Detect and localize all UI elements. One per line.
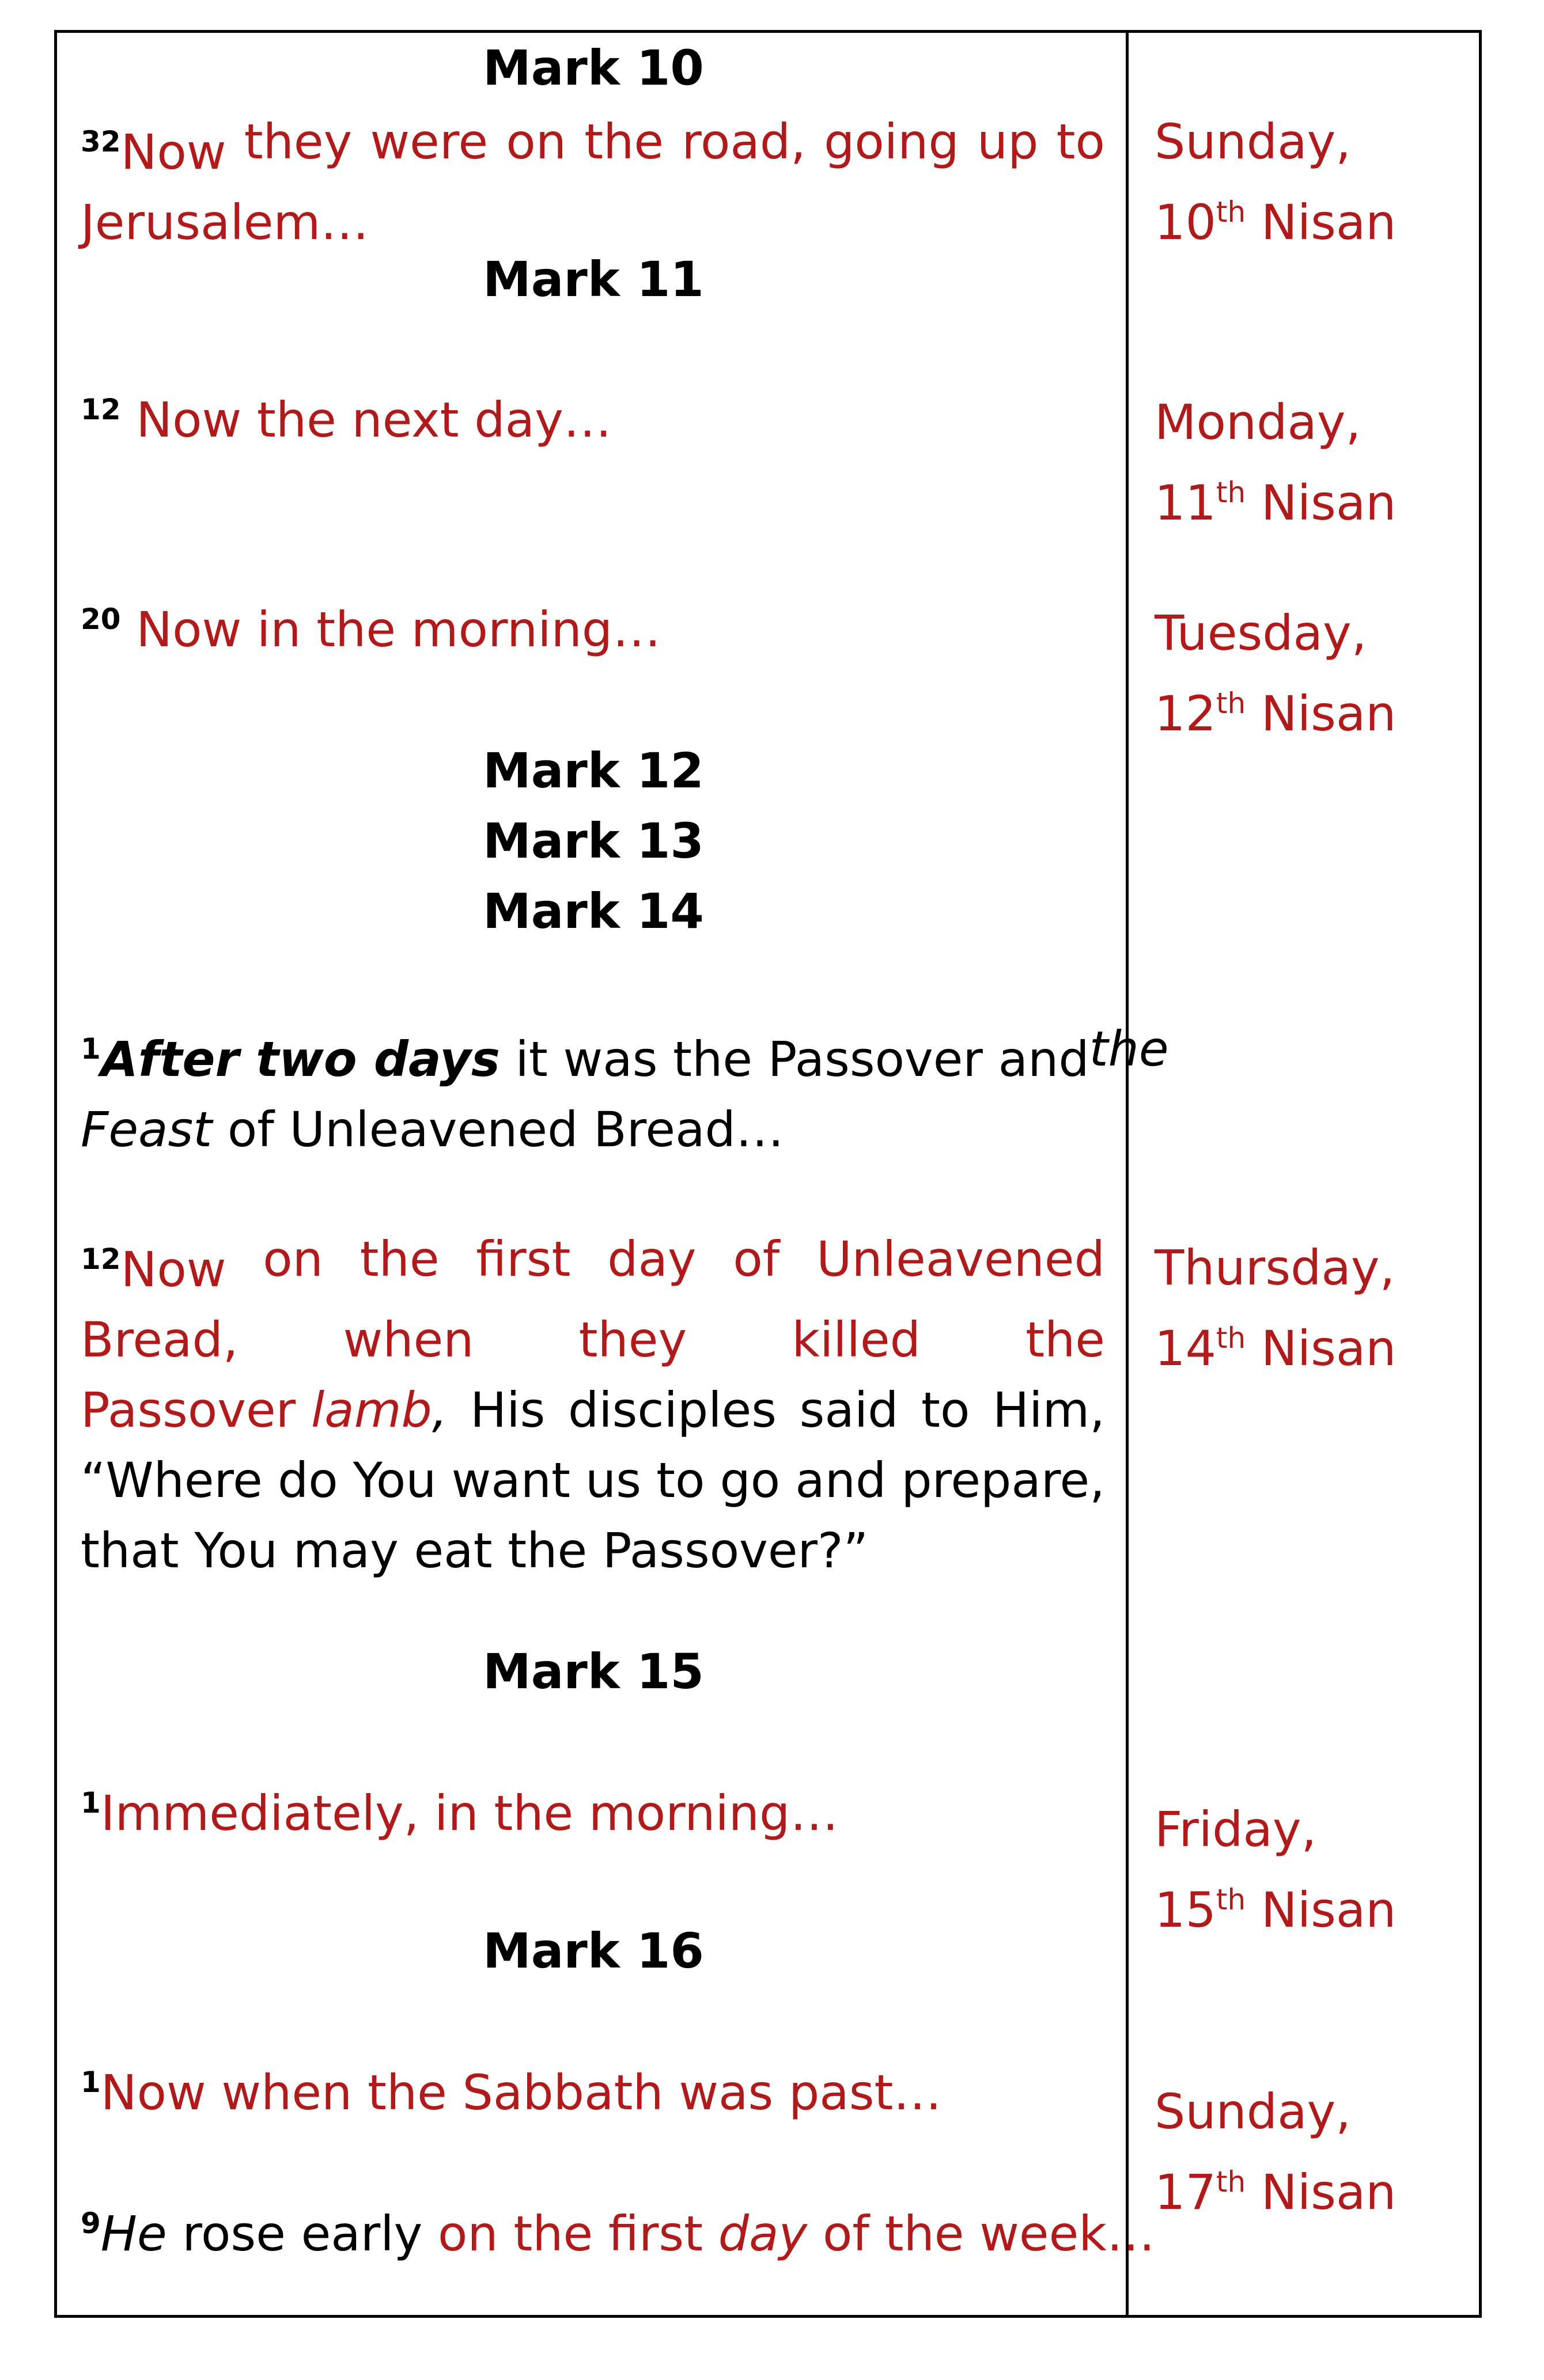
verse-line: $^{32}$Now they were on the road, going up to bbox=[81, 113, 1105, 180]
date-sunday-10-nisan: Sunday, 10th Nisan bbox=[1155, 113, 1397, 251]
verse-mark16-1: $^1$Now when the Sabbath was past… bbox=[81, 2064, 942, 2121]
heading-mark-11: Mark 11 bbox=[483, 251, 704, 308]
verse-line: that You may eat the Passover?” bbox=[81, 1522, 869, 1579]
verse-line: $^1$After two days it was the Passover and the bbox=[81, 1021, 1169, 1087]
verse-line: Feast of Unleavened Bread… bbox=[81, 1101, 784, 1158]
verse-line: Passover lamb, His disciples said to Him, bbox=[81, 1382, 1105, 1438]
heading-mark-16: Mark 16 bbox=[483, 1923, 704, 1979]
verse-mark16-9: $^9$He rose early on the first day of the week… bbox=[81, 2205, 1155, 2262]
verse-line: Jerusalem… bbox=[81, 194, 369, 251]
date-sunday-17-nisan: Sunday, 17th Nisan bbox=[1155, 2083, 1397, 2220]
heading-mark-14: Mark 14 bbox=[483, 883, 704, 939]
heading-mark-15: Mark 15 bbox=[483, 1643, 704, 1700]
verse-mark14-1 bbox=[81, 1014, 1169, 1165]
date-thursday-14-nisan: Thursday, 14th Nisan bbox=[1155, 1240, 1397, 1377]
verse-line: $^{12}$Now on the first day of Unleavened bbox=[81, 1231, 1105, 1298]
column-divider bbox=[1126, 30, 1129, 2318]
heading-mark-10: Mark 10 bbox=[483, 40, 704, 96]
verse-mark10-32 bbox=[81, 107, 1105, 257]
date-tuesday-12-nisan: Tuesday, 12th Nisan bbox=[1155, 605, 1397, 742]
date-monday-11-nisan: Monday, 11th Nisan bbox=[1155, 394, 1397, 531]
verse-mark11-20: $^{20}$ Now in the morning… bbox=[81, 601, 661, 658]
heading-mark-12: Mark 12 bbox=[483, 742, 704, 799]
verse-mark11-12: $^{12}$ Now the next day… bbox=[81, 392, 612, 448]
verse-mark15-1: $^1$Immediately, in the morning… bbox=[81, 1785, 839, 1841]
date-friday-15-nisan: Friday, 15th Nisan bbox=[1155, 1801, 1397, 1938]
verse-line: “Where do You want us to go and prepare, bbox=[81, 1452, 1105, 1509]
verse-mark14-12 bbox=[81, 1224, 1105, 1586]
verse-line: Bread, when they killed the bbox=[81, 1312, 1105, 1368]
heading-mark-13: Mark 13 bbox=[483, 813, 704, 869]
